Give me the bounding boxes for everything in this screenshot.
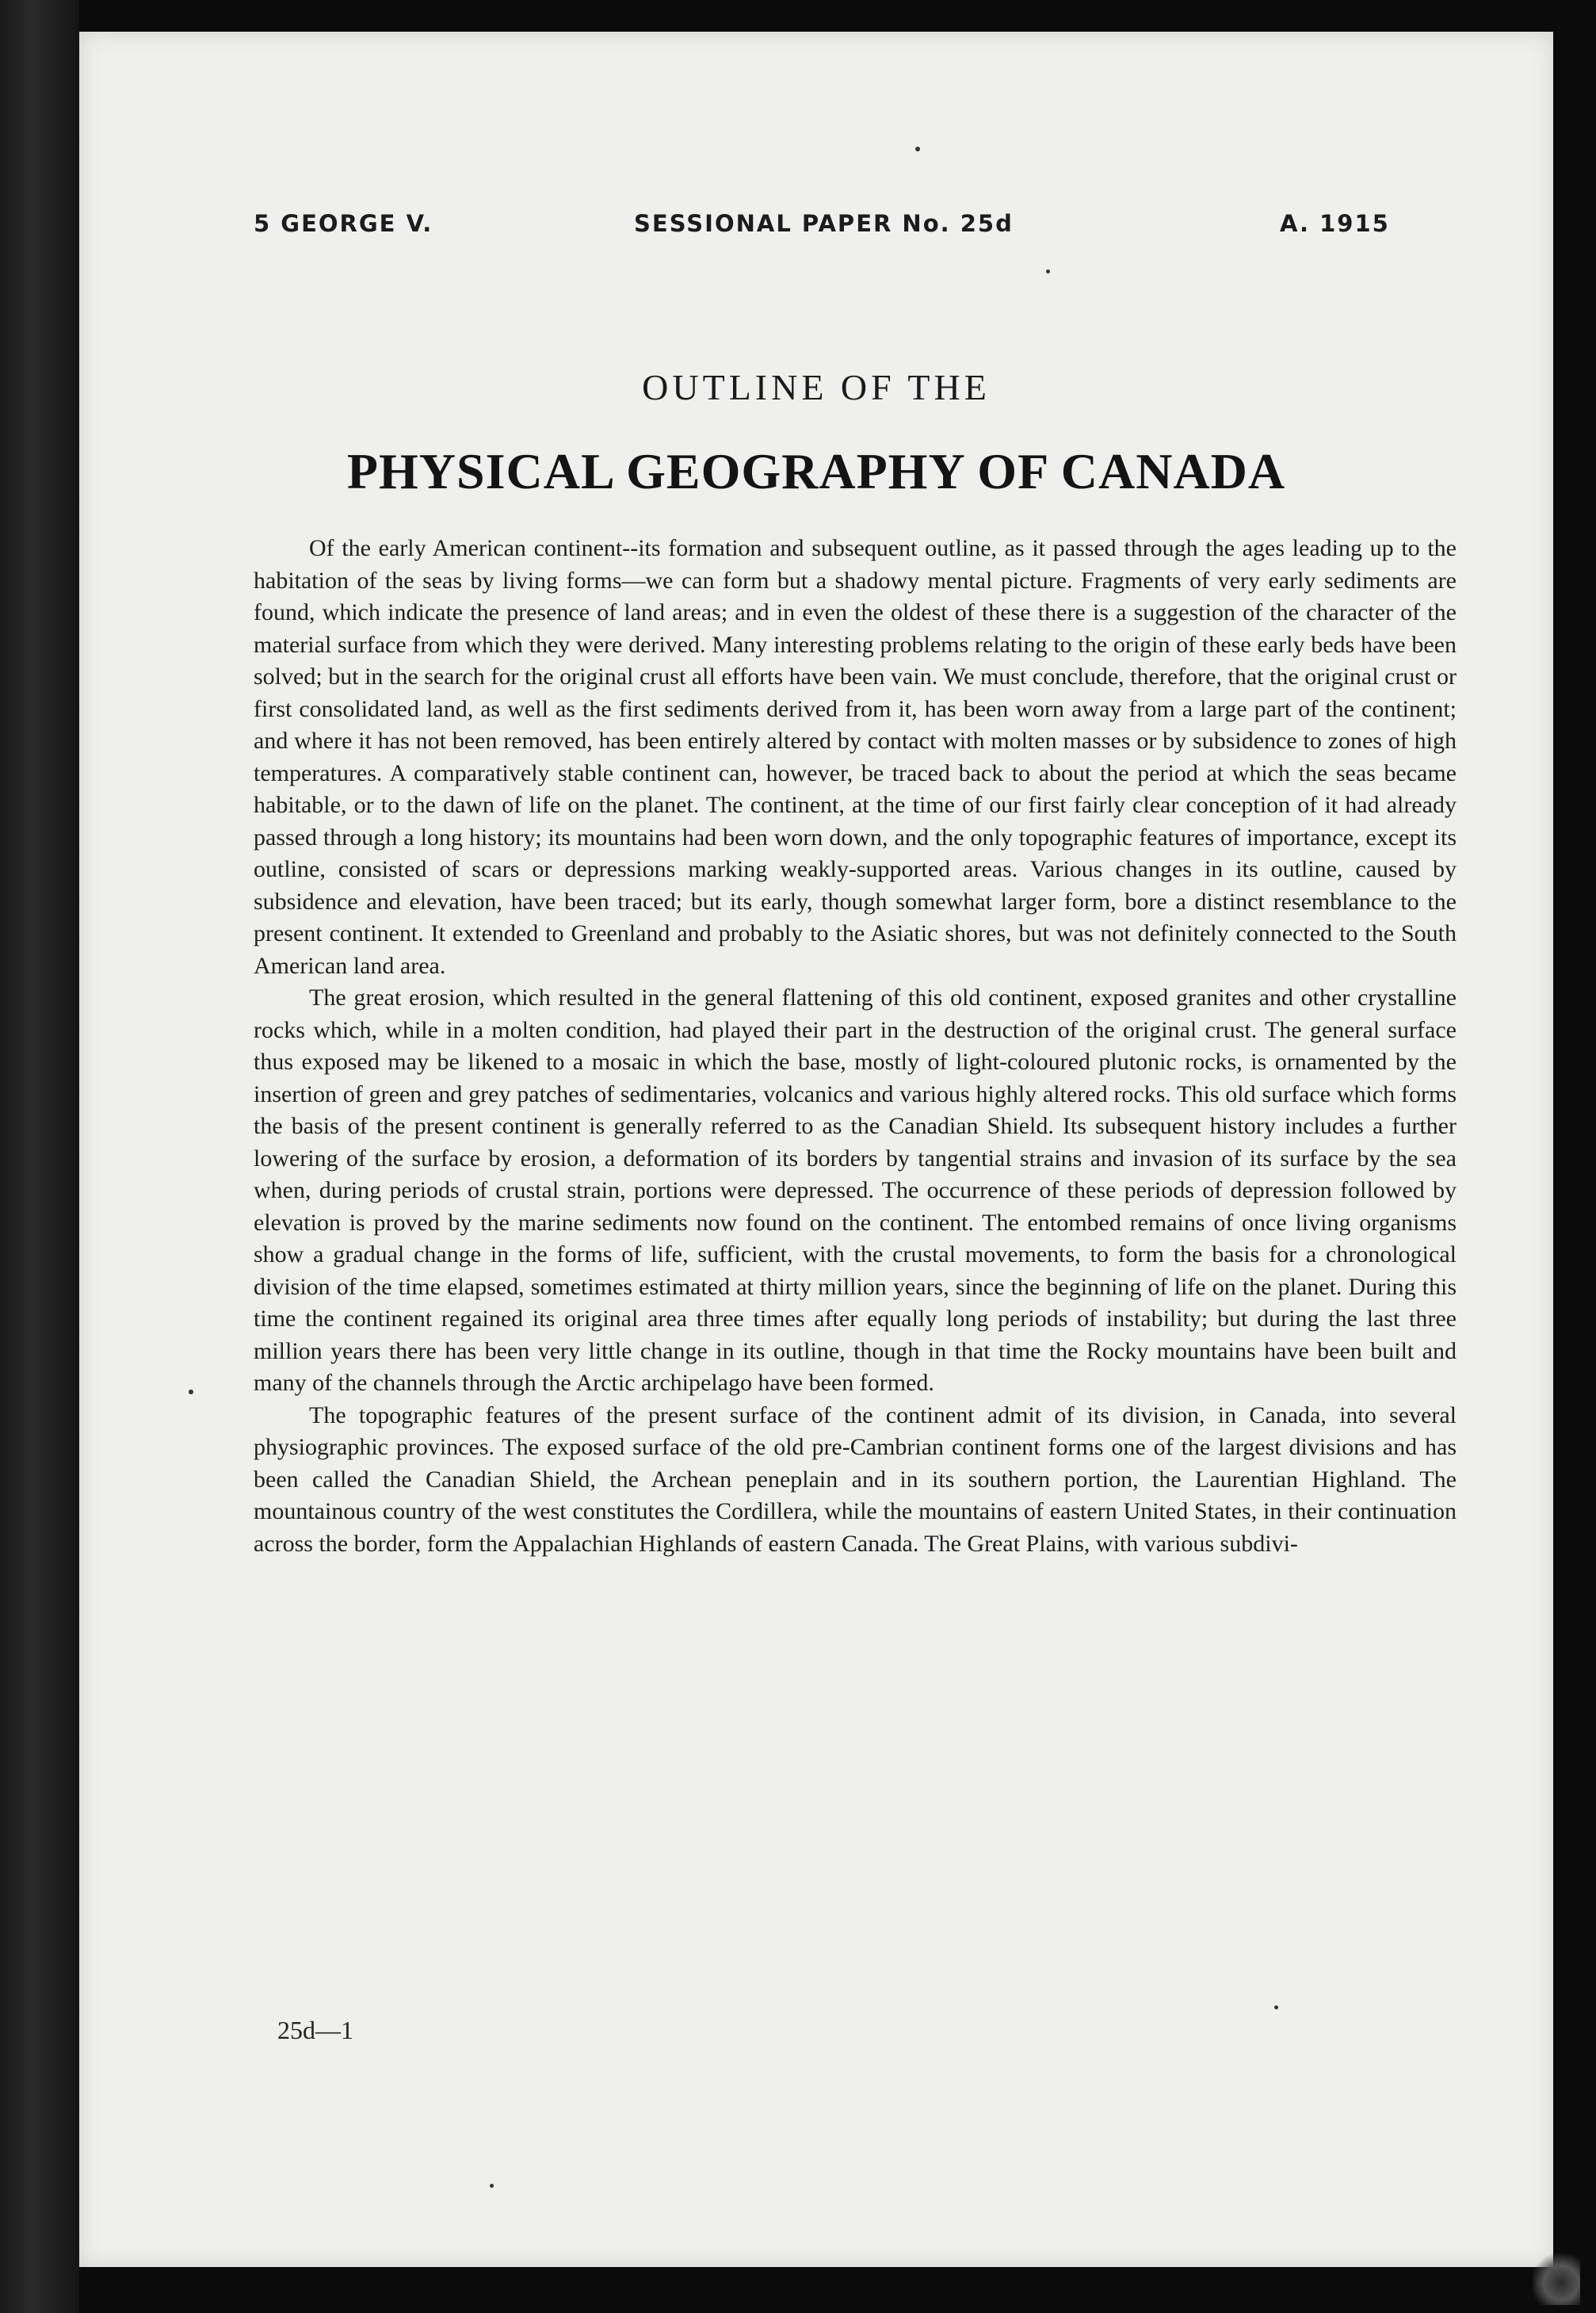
header-year: A. 1915 bbox=[1280, 210, 1390, 237]
document-page bbox=[79, 32, 1553, 2267]
book-binding-edge bbox=[0, 0, 79, 2313]
paragraph-2: The great erosion, which resulted in the general flattening of this old continent, exposed granites and other crystalline rocks which, while in a molten condition, had played their part in the destruction of the original crust. The general surface thus exposed may be likened to a mosaic in which the base, mostly of light-coloured plutonic rocks, is ornamented by the insertion of green and grey patches of sedimentaries, volcanics and various highly altered rocks. This old surface which forms the basis of the present continent is generally referred to as the Canadian Shield. Its subsequent history includes a further lowering of the surface by erosion, a deformation of its borders by tangential strains and invasion of its surface by the sea when, during periods of crustal strain, portions were depressed. The occurrence of these periods of depression followed by elevation is proved by the marine sediments now found on the continent. The entombed remains of once living organisms show a gradual change in the forms of life, sufficient, with the crustal movements, to form the basis for a chronological division of the time elapsed, sometimes estimated at thirty million years, since the beginning of life on the planet. During this time the continent regained its original area three times after equally long periods of instability; but during the last three million years there has been very little change in its outline, though in that time the Rocky mountains have been built and many of the channels through the Arctic archipelago have been formed. bbox=[254, 984, 1457, 1396]
title-line-1: OUTLINE OF THE bbox=[642, 367, 991, 407]
paper-speck bbox=[189, 1390, 193, 1394]
page-corner-damage bbox=[1533, 2250, 1580, 2305]
header-regnal-year: 5 GEORGE V. bbox=[254, 210, 433, 237]
signature-mark: 25d—1 bbox=[277, 2016, 353, 2044]
paragraph-1: Of the early American continent--its formation and subsequent outline, as it passed through the ages leading up to the habitation of the seas by living forms—we can form but a shadowy mental picture. Fragments of very early sediments are found, which indicate the presence of land areas; and in even the oldest of these there is a suggestion of the character of the material surface from which they were derived. Many interesting problems relating to the origin of these early beds have been solved; but in the search for the original crust all efforts have been vain. We must conclude, therefore, that the original crust or first consolidated land, as well as the first sediments derived from it, has been worn away from a large part of the continent; and where it has not been removed, has been entirely altered by contact with molten masses or by subsidence to zones of high temperatures. A comparatively stable continent can, however, be traced back to about the period at which the seas became habitable, or to the dawn of life on the planet. The continent, at the time of our first fairly clear conception of it had already passed through a long history; its mountains had been worn down, and the only topographic features of importance, except its outline, consisted of scars or depressions marking weakly-supported areas. Various changes in its outline, caused by subsidence and elevation, have been traced; but its early, though somewhat larger form, bore a distinct resemblance to the present continent. It extended to Greenland and probably to the Asiatic shores, but was not definitely connected to the South American land area. bbox=[254, 535, 1457, 979]
paper-speck bbox=[490, 2184, 494, 2188]
page-title: PHYSICAL GEOGRAPHY OF CANADA bbox=[346, 443, 1286, 499]
paper-speck bbox=[1274, 2005, 1278, 2009]
paper-speck bbox=[915, 147, 920, 151]
paper-speck bbox=[1046, 270, 1050, 273]
header-paper-number: SESSIONAL PAPER No. 25d bbox=[634, 210, 1014, 237]
paragraph-3: The topographic features of the present surface of the continent admit of its division, in Canada, into several physiographic provinces. The exposed surface of the old pre-Cambrian continent forms one of the largest divisions and has been called the Canadian Shield, the Archean peneplain and in its southern portion, the Laurentian Highland. The mountainous country of the west constitutes the Cordillera, while the mountains of eastern United States, in their continuation across the border, form the Appalachian Highlands of eastern Canada. The Great Plains, with various subdivi- bbox=[254, 1401, 1457, 1557]
body-text bbox=[254, 533, 1457, 1560]
